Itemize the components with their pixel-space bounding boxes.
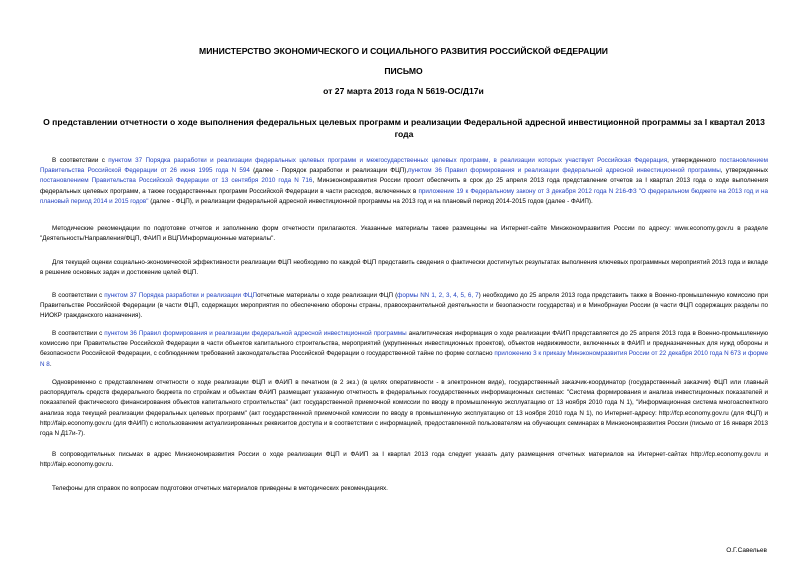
- p3-text: Для текущей оценки социально-экономической эффективности реализации ФЦП необходимо по каждой ФЦП представить сведения о фактически достигнутых результатах выполнения ключевых программных мероприятий 2013 года и вкладе в решение основных задач и достижение целей ФЦП.: [40, 259, 768, 277]
- paragraph-8: [40, 484, 768, 494]
- p1-text-2: , утвержденного: [667, 157, 720, 164]
- p1-text-6: (далее - ФЦП), и реализации федеральной адресной инвестиционной программы на 2013 год и на плановый период 2014-2015 годов (далее - ФАИП).: [148, 197, 593, 205]
- p1-text-3: (далее - Порядок разработки и реализации ФЦП),: [249, 167, 409, 175]
- p6-text: Одновременно с представлением отчетности о ходе реализации ФЦП и ФАИП в печатном (в 2 экз.) (в целях оперативности - в электронном виде), государственный заказчик-координатор (государственный заказчик) ФЦП или главный распорядитель средств федерального бюджета по стройкам и объектам ФАИП размещает указанную отчетность в федеральных государственных информационных системах: "Система формирования и анализа инвестиционных показателей и показателей фактического финансирования объектов капитального строительства" (акт государственной приемочной комиссии по вводу в промышленную эксплуатацию от 13 ноября 2010 года N 1), "Информационная система многоаспектного анализа хода текущей реализации федеральных целевых программ" (акт государственной приемочной комиссии по вводу в промышленную эксплуатацию от 13 ноября 2010 года N 1), по Интернет-адресу: http://fcp.economy.gov.ru (для ФЦП) и http://faip.economy.gov.ru (для ФАИП) с использованием актуализированных реквизитов доступа и в соответствии с информацией, предоставленной пользователям на обучающих семинарах в Минэкономразвития России (письмо от 16 января 2013 года N Д17и-7).: [40, 379, 768, 438]
- p8-text: Телефоны для справок по вопросам подготовки отчетных материалов приведены в методических рекомендациях.: [52, 485, 388, 492]
- p4-text-1: В соответствии с: [52, 292, 105, 299]
- p7-text: В сопроводительных письмах в адрес Минэкономразвития России о ходе реализации ФЦП и ФАИП за I квартал 2013 года следует указать дату размещения отчетных материалов на Интернет-сайтах http://fcp.economy.gov.ru и http://faip.economy.gov.ru.: [40, 451, 768, 469]
- link-decree-716[interactable]: постановлением Правительства Российской Федерации от 13 сентября 2010 года N 716: [40, 177, 313, 185]
- paragraph-2: [40, 224, 768, 244]
- p1-text-1: В соответствии с: [52, 157, 109, 164]
- p1-text-4: , утвержденных: [720, 167, 769, 175]
- paragraph-1: [40, 156, 768, 207]
- link-p36-rules[interactable]: пунктом 36 Правил формирования и реализации федеральной адресной инвестиционной программы: [408, 167, 721, 175]
- link-p37-fcp[interactable]: пунктом 37 Порядка разработки и реализации ФЦП: [104, 292, 258, 299]
- ministry-header: МИНИСТЕРСТВО ЭКОНОМИЧЕСКОГО И СОЦИАЛЬНОГО РАЗВИТИЯ РОССИЙСКОЙ ФЕДЕРАЦИИ: [199, 46, 608, 56]
- paragraph-3: [40, 258, 768, 278]
- link-p37-order[interactable]: пунктом 37 Порядка разработки и реализации федеральных целевых программ и межгосударственных целевых программ, в реализации которых участвует Российская Федерация: [108, 157, 668, 164]
- link-p36-faip[interactable]: пунктом 36 Правил формирования и реализации федеральной адресной инвестиционной программы: [104, 330, 407, 337]
- paragraph-4: [40, 291, 768, 322]
- p5-text-3: .: [49, 360, 52, 368]
- p4-text-2: отчетные материалы о ходе реализации ФЦП (: [257, 292, 398, 299]
- document-title: О представлении отчетности о ходе выполнения федеральных целевых программ и реализации Федеральной адресной инвестиционной программы за I квартал 2013 года: [43, 117, 765, 139]
- link-forms-1-7[interactable]: формы NN 1, 2, 3, 4, 5, 6, 7: [397, 292, 479, 299]
- p2-text: Методические рекомендации по подготовке отчетов и заполнению форм отчетности прилагаются. Указанные материалы также размещены на Интернет-сайте Минэкономразвития России по адресу: www.economy.gov.ru в разделе "Деятельность/Направления/ФЦП, ФАИП и ВЦП/Информационные материалы".: [40, 225, 768, 243]
- document-type: ПИСЬМО: [384, 66, 423, 76]
- p5-text-1: В соответствии с: [52, 330, 105, 337]
- link-decree-594[interactable]: постановлением Правительства Российской Федерации от 26 июня 1995 года N 594: [40, 157, 768, 175]
- p4-text-3: ) необходимо до 25 апреля 2013 года представить также в Военно-промышленную комиссию при Правительстве Российской Федерации (в части ФЦП, содержащих мероприятия по обеспечению обороны страны, правоохранительной деятельности и безопасности государства) и в Минобрнауки России (в части ФЦП содержащих разделы по НИОКР гражданского назначения).: [40, 292, 768, 320]
- p5-text-2: аналитическая информация о ходе реализации ФАИП представляется до 25 апреля 2013 года в Военно-промышленную комиссию при Правительстве Российской Федерации в части объектов капитального строительства, мероприятий (укрупненных инвестиционных проектов), объектов недвижимости, включенных в ФАИП и предназначенных для нужд обороны и безопасности Российской Федерации, с соблюдением требований законодательства Российской Федерации о государственной тайне по форме согласно: [40, 330, 769, 358]
- paragraph-5: [40, 329, 768, 370]
- link-law-216[interactable]: приложение 19 к Федеральному закону от 3 декабря 2012 года N 216-ФЗ "О федеральном бюджете на 2013 год и на плановый период 2014 и 2015 годов": [40, 187, 768, 205]
- document-date-number: от 27 марта 2013 года N 5619-ОС/Д17и: [323, 86, 484, 96]
- paragraph-6: [40, 378, 768, 439]
- paragraph-7: [40, 450, 768, 470]
- signature: О.Г.Савельев: [726, 547, 767, 554]
- p1-text-5: , Минэкономразвития России просит обеспечить в срок до 25 апреля 2013 года представление отчетов за I квартал 2013 года о ходе выполнения федеральных целевых программ, а также государственных программ Российской Федерации в части расходов, включенных в: [40, 177, 769, 195]
- link-order-673[interactable]: приложению 3 к приказу Минэкономразвития России от 22 декабря 2010 года N 673 и форме N 8: [40, 350, 768, 368]
